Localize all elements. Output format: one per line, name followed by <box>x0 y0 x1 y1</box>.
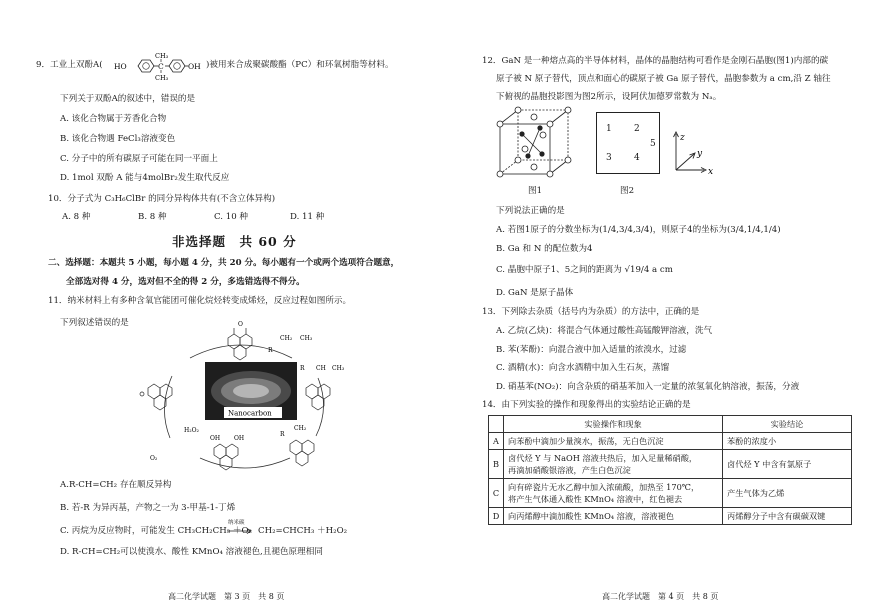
q9-option-c: C. 分子中的所有碳原子可能在同一平面上 <box>60 154 218 164</box>
reaction-arrow <box>226 528 254 534</box>
oh-2-label: OH <box>234 435 245 442</box>
r-c-label: R <box>280 431 285 438</box>
q13-option-b: B. 苯(苯酚)：向混合液中加入适量的浓溴水，过滤 <box>496 345 687 355</box>
row-index: B <box>489 450 504 479</box>
fig2-number-1: 1 <box>606 124 612 134</box>
axis-z-label: z <box>680 133 685 143</box>
table-header-index <box>489 416 504 433</box>
benzene-ring-right <box>169 60 185 72</box>
fig2-number-5: 5 <box>650 139 656 149</box>
row-operation-line: 向丙烯醇中滴加酸性 KMnO₄ 溶液，溶液褪色 <box>508 511 674 521</box>
molecule-bottom-right <box>290 440 314 466</box>
row-conclusion: 产生气体为乙烯 <box>723 479 852 508</box>
fig2-number-3: 3 <box>606 153 612 163</box>
row-operation <box>504 433 723 450</box>
q9-intro: 下列关于双酚A的叙述中，错误的是 <box>60 94 196 104</box>
fig2-number-2: 2 <box>634 124 640 134</box>
q10-option-a: A. 8 种 <box>62 212 91 222</box>
figure-2-caption: 图2 <box>620 186 635 196</box>
table-header-operation: 实验操作和现象 <box>504 416 723 433</box>
q9-stem-post: )被用来合成聚碳酸酯（PC）和环氧树脂等材料。 <box>206 60 394 70</box>
q11-option-c-tail: CH₂=CHCH₃ ＋H₂O₂ <box>258 526 348 536</box>
section-title: 非选择题 共 60 分 <box>172 234 297 249</box>
h2o2-label: H₂O₂ <box>184 427 199 434</box>
q11-option-c: C. 丙烷为反应物时，可能发生 CH₃CH₂CH₃ ＋O₂ <box>60 526 252 536</box>
section2-line1: 二、选择题：本题共 5 小题，每小题 4 分，共 20 分。每小题有一个或两个选项符合题意， <box>48 258 400 268</box>
table-row <box>489 479 852 508</box>
row-index: D <box>489 508 504 525</box>
row-operation-line: 向有碎瓷片无水乙醇中加入浓硫酸，加热至 170℃， <box>508 482 700 492</box>
ho-label: HO <box>114 62 127 71</box>
nanocarbon-image <box>205 362 297 420</box>
row-index: C <box>489 479 504 508</box>
figure-1-caption: 图1 <box>528 186 543 196</box>
row-index: A <box>489 433 504 450</box>
nanocarbon-catalytic-cycle <box>130 318 360 482</box>
fig2-number-4: 4 <box>634 153 640 163</box>
left-page <box>0 0 420 614</box>
r-a-label: R <box>268 347 273 354</box>
c-label: C <box>158 62 164 71</box>
q12-option-d: D. GaN 是原子晶体 <box>496 288 574 298</box>
nanocarbon-label: Nanocarbon <box>228 409 272 418</box>
table-row <box>489 450 852 479</box>
cycle-arrow-bottom <box>200 458 290 468</box>
q12-intro: 下列说法正确的是 <box>496 206 565 216</box>
row-operation-line: 再滴加硝酸银溶液，产生白色沉淀 <box>508 465 631 475</box>
oh-label: OH <box>188 62 201 71</box>
molecule-top <box>228 328 252 360</box>
row-conclusion: 丙烯醇分子中含有碳碳双键 <box>723 508 852 525</box>
q9-option-d: D. 1mol 双酚 A 能与4molBr₂发生取代反应 <box>60 173 230 183</box>
row-conclusion: 卤代烃 Y 中含有氯原子 <box>723 450 852 479</box>
q10-option-b: B. 8 种 <box>138 212 167 222</box>
o-top-label: O <box>238 321 243 328</box>
ch3-a-label: CH₃ <box>300 335 313 342</box>
q12-option-c: C. 晶胞中原子1、5之间的距离为 √19/4 a cm <box>496 265 673 275</box>
axis-indicator <box>664 128 716 176</box>
q13-option-d: D. 硝基苯(NO₂)：向含杂质的硝基苯加入一定量的浓氢氧化钠溶液，振荡，分液 <box>496 382 800 392</box>
row-operation <box>504 450 723 479</box>
table-row <box>489 508 852 525</box>
q11-stem: 11．纳米材料上有多种含氧官能团可催化烷烃转变成烯烃，反应过程如图所示。 <box>48 296 352 306</box>
row-operation-line: 将产生气体通入酸性 KMnO₄ 溶液中，红色褪去 <box>508 494 683 504</box>
row-operation-line: 卤代烃 Y 与 NaOH 溶液共热后，加入足量稀硝酸， <box>508 453 698 463</box>
table-header-conclusion: 实验结论 <box>723 416 852 433</box>
ch2-c-label: CH₂ <box>294 425 307 432</box>
ch2-a-label: CH₂ <box>280 335 293 342</box>
q9-option-a: A. 该化合物属于芳香化合物 <box>60 114 167 124</box>
q11-option-d: D. R-CH=CH₂可以使溴水、酸性 KMnO₄ 溶液褪色,且褪色原理相同 <box>60 547 323 557</box>
cycle-arrow-top <box>190 345 292 358</box>
page-footer-left: 高二化学试题 第 3 页 共 8 页 <box>168 592 285 601</box>
axis-y-label: y <box>697 149 703 159</box>
q12-line2: 原子被 N 原子替代，顶点和面心的碳原子被 Ga 原子替代，晶胞参数为 a cm,沿 Z 轴往 <box>496 74 831 84</box>
q9-stem-pre: 9．工业上双酚A( <box>36 60 103 70</box>
q11-option-a: A.R-CH=CH₂ 存在顺反异构 <box>60 480 172 490</box>
figure-1-unit-cell <box>492 104 580 182</box>
q13-option-c: C. 酒精(水)：向含水酒精中加入生石灰，蒸馏 <box>496 363 670 373</box>
r-b-label: R <box>300 365 305 372</box>
ch3-bottom-label: CH₃ <box>155 74 169 82</box>
q10-stem: 10．分子式为 C₃H₆ClBr 的同分异构体共有(不含立体异构) <box>48 194 276 204</box>
row-operation <box>504 508 723 525</box>
q12-line1: 12．GaN 是一种熔点高的半导体材料，晶体的晶胞结构可看作是金刚石晶胞(图1)内部的碳 <box>482 56 829 66</box>
q12-line3: 下俯视的晶胞投影图为图2所示，设阿伏加德罗常数为 Nₐ。 <box>496 92 722 102</box>
q14-table <box>488 415 852 525</box>
oh-1-label: OH <box>210 435 221 442</box>
row-operation <box>504 479 723 508</box>
page-footer-right: 高二化学试题 第 4 页 共 8 页 <box>602 592 719 601</box>
row-operation-line: 向苯酚中滴加少量溴水，振荡，无白色沉淀 <box>508 436 664 446</box>
q11-option-c-arrow-label: 纳米碳 <box>228 520 245 526</box>
q11-intro: 下列叙述错误的是 <box>60 318 129 328</box>
right-page <box>436 0 856 614</box>
molecule-left <box>140 384 172 410</box>
benzene-ring-left <box>138 60 154 72</box>
q10-option-d: D. 11 种 <box>290 212 325 222</box>
section2-line2: 全部选对得 4 分，选对但不全的得 2 分，多选错选得不得分。 <box>66 277 305 287</box>
q9-option-b: B. 该化合物遇 FeCl₃溶液变色 <box>60 134 176 144</box>
q13-option-a: A. 乙烷(乙炔)：将混合气体通过酸性高锰酸钾溶液，洗气 <box>496 326 713 336</box>
row-conclusion: 苯酚的浓度小 <box>723 433 852 450</box>
molecule-right <box>306 384 330 410</box>
table-row <box>489 433 852 450</box>
bisphenol-a-structure <box>112 50 206 82</box>
o2-label: O₂ <box>150 455 158 462</box>
table-header-row <box>489 416 852 433</box>
ch3-b-label: CH₃ <box>332 365 345 372</box>
q12-option-b: B. Ga 和 N 的配位数为4 <box>496 244 593 254</box>
ch-b-label: CH <box>316 365 326 372</box>
q11-option-b: B. 若-R 为异丙基，产物之一为 3-甲基-1-丁烯 <box>60 503 236 513</box>
figure-2-projection <box>596 112 660 174</box>
q12-option-a: A. 若图1原子的分数坐标为(1/4,3/4,3/4)，则原子4的坐标为(3/4,1/4,1/4) <box>496 225 781 235</box>
q14-stem: 14．由下列实验的操作和现象得出的实验结论正确的是 <box>482 400 691 410</box>
axis-x-label: x <box>708 167 714 176</box>
ch3-top-label: CH₃ <box>155 52 169 60</box>
q10-option-c: C. 10 种 <box>214 212 248 222</box>
q13-stem: 13．下列除去杂质（括号内为杂质）的方法中，正确的是 <box>482 307 700 317</box>
